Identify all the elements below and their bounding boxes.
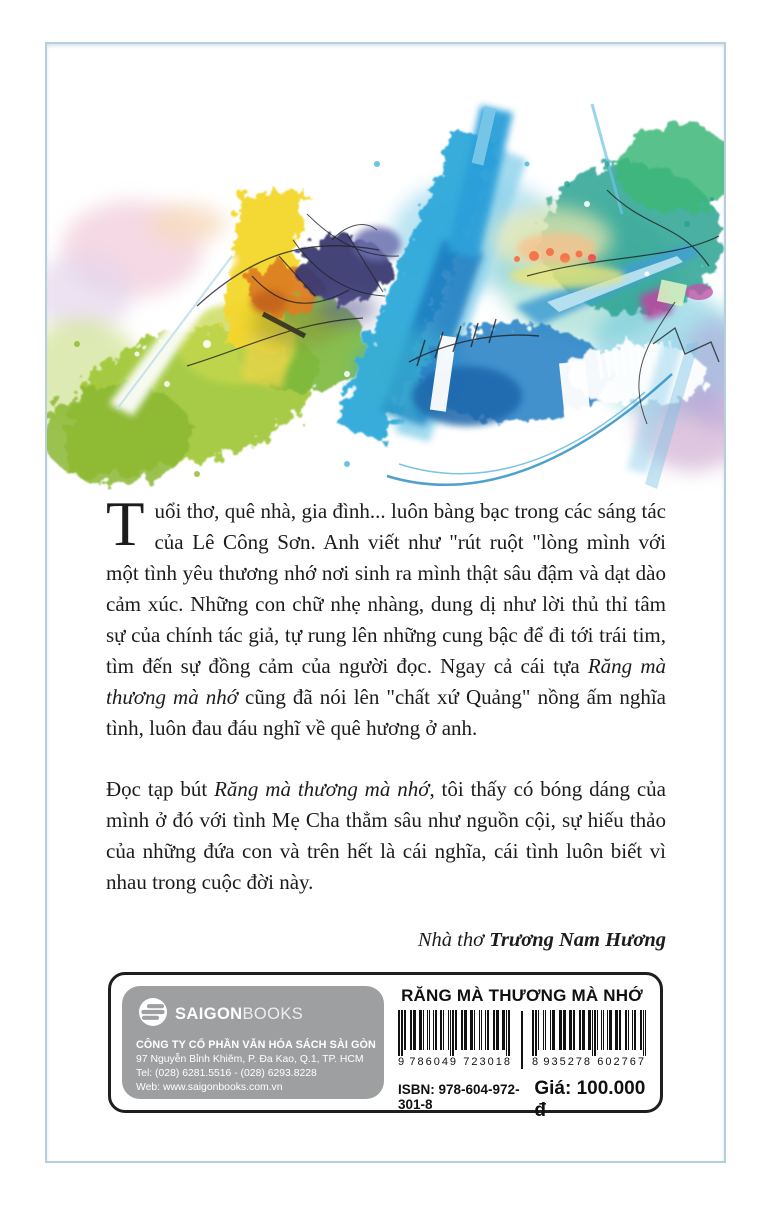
publisher-card <box>122 986 384 1099</box>
blurb-p2-text-end: , tôi thấy có bóng dáng của mình ở đó với tình Mẹ Cha thẳm sâu như nguồn cội, sự hiếu thảo của những đứa con và trên hết là cái nghĩa, cái tình luôn biết vì nhau trong cuộc đời này. <box>106 777 667 894</box>
barcode-1-number: 9 786049 723018 <box>398 1056 512 1068</box>
publisher-phone: Tel: (028) 6281.5516 - (028) 6293.8228 <box>136 1067 317 1079</box>
signature <box>106 925 666 956</box>
publisher-website: Web: www.saigonbooks.com.vn <box>136 1081 283 1093</box>
signature-role: Nhà thơ <box>417 929 485 951</box>
barcode-2-bars <box>532 1010 646 1056</box>
barcode-divider <box>521 1011 523 1069</box>
blurb-text <box>106 489 667 956</box>
book-title: RĂNG MÀ THƯƠNG MÀ NHỚ <box>401 986 643 1005</box>
blurb-p2-text: Đọc tạp bút <box>106 777 215 801</box>
cover-artwork <box>47 44 724 496</box>
blurb-p1-book-title: Răng mà thương mà nhớ <box>106 654 667 709</box>
barcode-2-number: 8 935278 602767 <box>532 1056 646 1068</box>
saigonbooks-logo-icon <box>138 997 168 1032</box>
blurb-p1-text-end: cũng đã nói lên "chất xứ Quảng" nồng ấm nghĩa tình, luôn đau đáu nghĩ về quê hương ở anh. <box>106 685 666 740</box>
publisher-label-box <box>108 972 663 1121</box>
blurb-paragraph-1 <box>106 489 667 744</box>
publisher-brand-row <box>138 997 374 1032</box>
barcode-2 <box>532 1010 646 1068</box>
blurb-p1-text: uổi thơ, quê nhà, gia đình... luôn bàng bạc trong các sáng tác của Lê Công Sơn. Anh viết như "rút ruột "lòng mình với một tình yêu thương nhớ nơi sinh ra mình thật sâu đậm và dạt dào cảm xúc. Những con chữ nhẹ nhàng, dung dị như lời thủ thỉ tâm sự của chính tác giả, tự rung lên những cung bậc để đi tới trái tim, tìm đến sự đồng cảm của người đọc. Ngay cả cái tựa <box>106 499 666 678</box>
publisher-company-name: CÔNG TY CỔ PHẦN VĂN HÓA SÁCH SÀI GÒN <box>136 1039 376 1051</box>
price-text: Giá: 100.000 đ <box>534 1078 646 1121</box>
blurb-paragraph-2 <box>106 774 666 898</box>
signature-name: Trương Nam Hương <box>489 929 666 951</box>
barcode-zone <box>395 983 649 1121</box>
barcode-1 <box>398 1010 512 1068</box>
barcodes-row <box>395 1010 649 1073</box>
label-footer <box>395 1078 649 1122</box>
isbn-text: ISBN: 978-604-972-301-8 <box>398 1082 520 1112</box>
dropcap-letter: T <box>106 489 145 559</box>
publisher-brand-name: SAIGONBOOKS <box>175 1005 304 1023</box>
blurb-p2-book-title: Răng mà thương mà nhớ <box>214 777 430 801</box>
cover-frame <box>45 42 726 1163</box>
barcode-1-bars <box>398 1010 512 1056</box>
publisher-address: 97 Nguyễn Bỉnh Khiêm, P. Đa Kao, Q.1, TP. HCM <box>136 1054 364 1065</box>
